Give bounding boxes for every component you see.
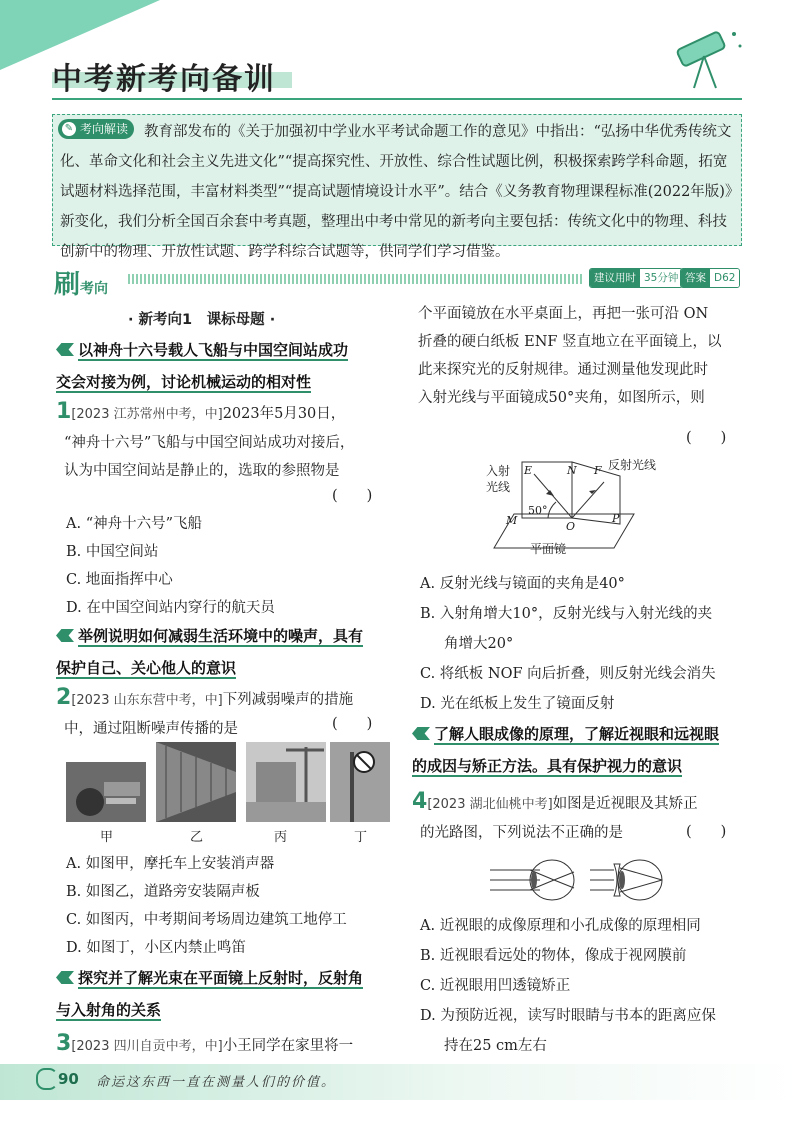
caption-ding: 丁 [354, 830, 368, 845]
option-a: A. “神舟十六号”飞船 [66, 516, 203, 532]
option-a: A. 近视眼的成像原理和小孔成像的原理相同 [420, 918, 701, 934]
section-logo: 刷考向 [54, 270, 109, 300]
option-c: C. 地面指挥中心 [66, 572, 173, 588]
option-d: D. 光在纸板上发生了镜面反射 [420, 696, 615, 712]
topic-heading: 了解人眼成像的原理，了解近视眼和远视眼 的成因与矫正方法。具有保护视力的意识 [412, 725, 720, 775]
footer-motto: 命运这东西一直在测量人们的价值。 [96, 1075, 337, 1090]
label-reflected: 反射光线 [608, 458, 657, 472]
label-m: M [506, 514, 518, 527]
section-divider [128, 274, 583, 284]
photo-construction-site [246, 742, 326, 822]
footer-logo-icon [36, 1068, 58, 1090]
label-o: O [566, 520, 576, 533]
label-f: F [594, 464, 602, 477]
option-d: D. 在中国空间站内穿行的航天员 [66, 600, 275, 616]
header-divider [52, 98, 742, 100]
option-a: A. 如图甲，摩托车上安装消声器 [66, 856, 275, 872]
label-e: E [524, 464, 533, 477]
question-3-cont: 个平面镜放在水平桌面上，再把一张可沿 ON 折叠的硬白纸板 ENF 竖直地立在平面镜上，以 此来探究光的反射规律。通过测量他发现此时 入射光线与平面镜成50°夹角，如图所示，则 [418, 306, 722, 406]
option-a: A. 反射光线与镜面的夹角是40° [420, 576, 625, 592]
option-d-cont: 持在25 cm左右 [444, 1038, 547, 1054]
answer-paren: ( ) [686, 430, 727, 446]
topic-heading: 探究并了解光束在平面镜上反射时，反射角 与入射角的关系 [56, 969, 364, 1019]
question-3-start: 3[2023 四川自贡中考，中]小王同学在家里将一 [56, 1031, 354, 1056]
caption-yi: 乙 [190, 830, 204, 845]
label-p: P [612, 512, 620, 525]
question-2: 2[2023 山东东营中考，中]下列减弱噪声的措施 中，通过阻断噪声传播的是 [56, 685, 354, 737]
option-d: D. 如图丁，小区内禁止鸣笛 [66, 940, 246, 956]
intro-tag: ✎ 考向解读 [58, 119, 134, 139]
option-c: C. 如图丙，中考期间考场周边建筑工地停工 [66, 912, 347, 928]
option-b: B. 如图乙，道路旁安装隔声板 [66, 884, 260, 900]
answer-paren: ( ) [332, 488, 373, 504]
telescope-icon [668, 22, 748, 92]
label-incident-1: 入射 [486, 464, 511, 478]
option-b: B. 近视眼看远处的物体，像成于视网膜前 [420, 948, 687, 964]
caption-jia: 甲 [100, 830, 114, 845]
answer-badge: 答案 D62 [680, 268, 740, 288]
option-b-cont: 角增大20° [444, 636, 514, 652]
intro-text: 教育部发布的《关于加强初中学业水平考试命题工作的意见》中指出：“弘扬中华优秀传统文化、革命文化和社会主义先进文化”“提高探究性、开放性、综合性试题比例，积极探索跨学科命题，拓宽试题材料选择范围，丰富材料类型”“提高试题情境设计水平”。结合《义务教育物理课程标准(2022年版)》新变化，我们分析全国百余套中考真题，整理出中考中常见的新考向主要包括：传统文化中的物理、科技创新中的物理、开放性试题、跨学科综合试题等，供同学们学习借鉴。 [60, 124, 733, 260]
option-b: B. 中国空间站 [66, 544, 159, 560]
bullet-icon [56, 971, 74, 984]
subsection-title: · 新考向1 课标母题 · [128, 312, 276, 328]
answer-paren: ( ) [332, 716, 373, 732]
option-c: C. 近视眼用凹透镜矫正 [420, 978, 571, 994]
photo-motorcycle [66, 762, 146, 822]
label-incident-2: 光线 [486, 480, 511, 494]
bullet-icon [412, 727, 430, 740]
time-badge: 建议用时 35分钟 [589, 268, 683, 288]
label-n: N [567, 464, 577, 477]
pen-icon: ✎ [62, 122, 76, 136]
topic-heading: 以神舟十六号载人飞船与中国空间站成功 交会对接为例，讨论机械运动的相对性 [56, 341, 349, 391]
myopia-eye-diagram [490, 854, 670, 904]
photo-sound-barrier [156, 742, 236, 822]
bullet-icon [56, 343, 74, 356]
option-d: D. 为预防近视，读写时眼睛与书本的距离应保 [420, 1008, 716, 1024]
answer-paren: ( ) [686, 824, 727, 840]
question-1: 1[2023 江苏常州中考，中]2023年5月30日， “神舟十六号”飞船与中国空间站成功对接后， 认为中国空间站是静止的，选取的参照物是 [56, 399, 355, 479]
caption-bing: 丙 [274, 830, 288, 845]
label-mirror: 平面镜 [530, 542, 567, 556]
page-number: 90 [58, 1070, 79, 1088]
bullet-icon [56, 629, 74, 642]
photo-no-honking-sign [330, 742, 410, 822]
label-angle: 50° [528, 504, 548, 517]
page-title: 中考新考向备训 [52, 62, 276, 97]
option-c: C. 将纸板 NOF 向后折叠，则反射光线会消失 [420, 666, 716, 682]
option-b: B. 入射角增大10°，反射光线与入射光线的夹 [420, 606, 713, 622]
topic-heading: 举例说明如何减弱生活环境中的噪声，具有 保护自己、关心他人的意识 [56, 627, 364, 677]
question-4: 4[2023 湖北仙桃中考]如图是近视眼及其矫正 的光路图，下列说法不正确的是 [412, 789, 698, 841]
